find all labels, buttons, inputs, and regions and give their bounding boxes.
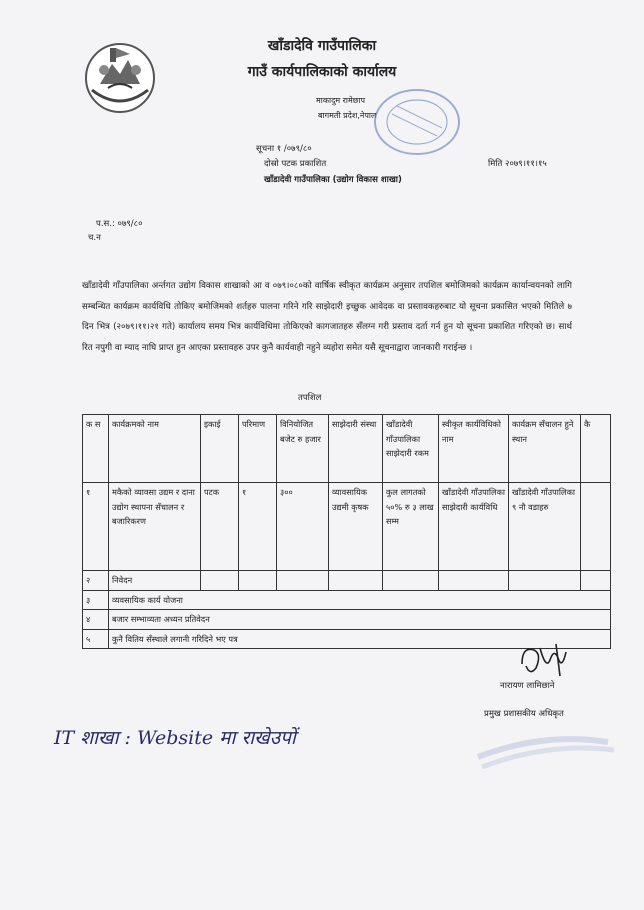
empty-cell [239,571,277,591]
header-cell: साझेदारी संस्था [329,415,383,483]
table-cell: खाँडादेवी गाँउपालिका ९ नौ वडाहरु [509,483,581,571]
header-cell: खाँडादेवी गाँउपालिका साझेदारी रकम [383,415,439,483]
table-cell: पटक [201,483,239,571]
program-table [82,414,611,649]
schedule-heading: तपशिल [298,393,322,403]
empty-cell [509,571,581,591]
empty-cell [329,571,383,591]
table-cell: ५ [83,629,109,649]
notice-body: खाँडादेवी गाँउपालिका अर्न्तगत उद्योग विकास शाखाको आ व ०७९।०८०को वार्षिक स्वीकृत कार्यक्रम अनुसार तपशिल बमोजिमको कार्यक्रम कार्यान्वयनको लागि सम्बन्धित कार्यक्रम कार्यविधि तोकिए बमोजिमको शर्तहरु पालना गरिने गरि साझेदारी इच्छुक आवेदक वा प्रस्तावकहरुबाट यो सूचना प्रकासित भएको मितिले ७ दिन भित्र (२०७९।११।२१ गते) कार्यालय समय भित्र कार्यविधिमा तोकिएको कागजातहरु सँलग्न गरी प्रस्ताव दर्ता गर्न हुन यो सूचना प्रकाशित गरिएको छ। सार्थ रित नपुगी वा म्याद नाघि प्राप्त हुन आएका प्रस्तावहरु उपर कुनै कार्यवाही नहुने व्यहोरा समेत यसै सूचनाद्वारा जानकारी गराईन्छ । [82,281,572,353]
address-line-2: बागमती प्रदेश,नेपाल [318,111,377,120]
table-cell: १ [83,483,109,571]
header-cell: कार्यक्रमको नाम [109,415,201,483]
header-cell: विनियोजित बजेट रु हजार [277,415,329,483]
signature-scribble-icon [516,640,572,680]
header-cell: इकाई [201,415,239,483]
header-cell: परिमाण [239,415,277,483]
signatory-designation: प्रमुख प्रशासकीय अधिकृत [484,709,564,719]
table-cell: २ [83,571,109,591]
empty-cell [581,571,611,591]
header-cell: कै [581,415,611,483]
ref-ps: प.स.: ०७९/८० [96,219,143,229]
office-name: गाउँ कार्यपालिकाको कार्यालय [247,64,397,80]
empty-cell [201,571,239,591]
issuing-section: खाँडादेवी गाउँपालिका (उद्योग विकास शाखा) [264,175,402,185]
table-cell: खाँडादेवी गाँउपालिका साझेदारी कार्यविधि [439,483,509,571]
table-cell: ३ [83,590,109,610]
table-cell: ४ [83,610,109,630]
official-stamp-icon [468,712,618,772]
table-header-row [83,415,611,483]
handwritten-note: IT शाखा : Website मा राखेउपों [54,727,296,749]
ref-cn: च.न [88,233,101,243]
signatory-name: नारायण लामिछाने [500,681,555,691]
table-cell: मकैको व्यावसा उद्यम र दाना उद्योग स्थापना सँचालन र बजारिकरण [109,483,201,571]
table-cell: कुल लागतको ५०% रु ३ लाख सम्म [383,483,439,571]
notice-number: सूचना १ /०७९/८० [256,144,312,154]
table-cell: बजार सम्भाव्यता अध्यन प्रतिवेदन [109,610,611,630]
table-cell: व्यवसायिक कार्य योजना [109,590,611,610]
municipality-name: खाँडादेवि गाउँपालिका [267,38,377,54]
empty-cell [439,571,509,591]
table-cell: १ [239,483,277,571]
table-row [83,610,611,630]
table-row [83,483,611,571]
header-cell: क स [83,415,109,483]
header-cell: कार्यक्रम सँचालन हुने स्थान [509,415,581,483]
publication-note: दोस्रो पटक प्रकाशित [264,159,327,169]
table-cell: ३०० [277,483,329,571]
empty-cell [383,571,439,591]
table-row [83,571,611,591]
table-cell: व्यावसायिक उद्यमी कृषक [329,483,383,571]
table-row [83,590,611,610]
table-cell: निवेदन [109,571,201,591]
office-stamp-icon [362,84,462,164]
empty-cell [277,571,329,591]
notice-date: मिति २०७९।११।१५ [488,159,547,169]
header-cell: स्वीकृत कार्यविधिको नाम [439,415,509,483]
table-cell [581,483,611,571]
address-line-1: माकादुम रामेछाप [316,96,365,105]
table-cell: कुनै वितिय सँस्थाले लगानी गरिदिने भए पत्र [109,629,611,649]
